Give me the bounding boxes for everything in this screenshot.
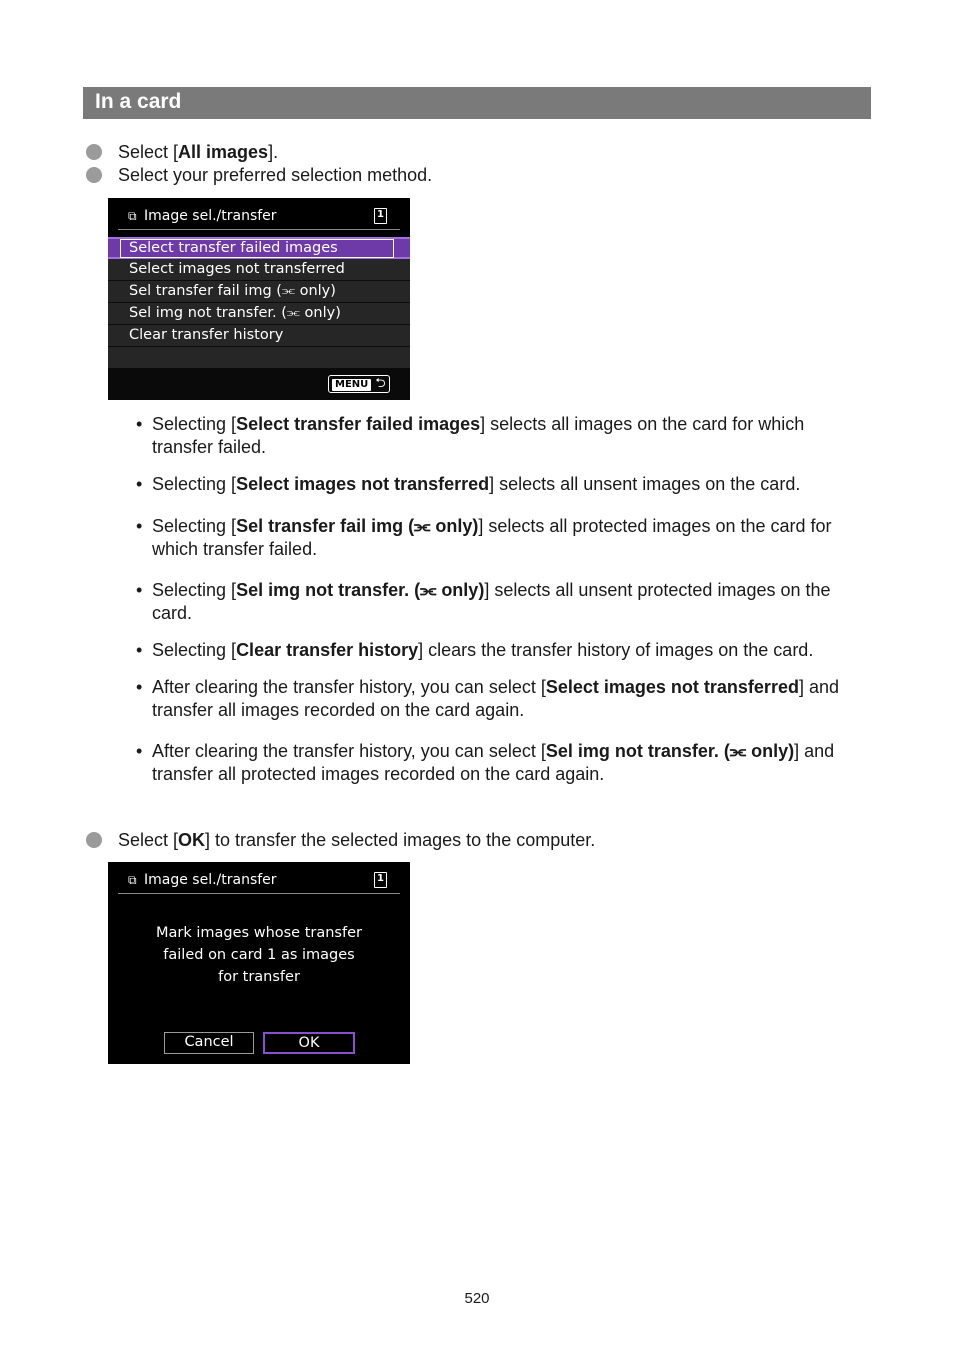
step-bullet [86,832,102,848]
protect-key-icon: ⫘ [729,741,747,761]
cancel-button[interactable]: Cancel [164,1032,254,1054]
section-header [83,87,871,119]
section-title: In a card [95,90,182,113]
selection-menu [108,237,410,369]
page-number: 520 [464,1290,490,1307]
note-item: • Selecting [Sel img not transfer. (⫘ only)] selects all unsent protected images on the card. [136,580,831,623]
screen-title: ⧉ Image sel./transfer [128,872,277,888]
divider [118,893,400,894]
bullet-dot: • [136,414,143,434]
menu-item-select-transfer-failed[interactable]: Select transfer failed images [108,237,410,259]
step-select-method: Select your preferred selection method. [118,165,433,185]
screen-footer [108,368,410,400]
step-keyword: OK [178,830,206,850]
divider [118,229,400,230]
transfer-icon: ⧉ [128,873,137,887]
bullet-dot: • [136,677,143,697]
menu-item-sel-not-transfer-protected[interactable]: Sel img not transfer. (⫘ only) [108,303,410,325]
note-item: • Selecting [Select transfer failed images] selects all images on the card for which transfer failed. [136,414,805,457]
bullet-dot: • [136,516,143,536]
card-slot-icon: 1 [374,872,387,888]
menu-item-empty [108,347,410,369]
note-item: • Selecting [Sel transfer fail img (⫘ only)] selects all protected images on the card for which transfer failed. [136,516,832,559]
bullet-dot: • [136,741,143,761]
card-slot-icon: 1 [374,208,387,224]
note-item: • Selecting [Clear transfer history] clears the transfer history of images on the card. [136,640,814,660]
protect-key-icon: ⫘ [414,516,431,536]
camera-screen-selection-menu [108,198,410,400]
transfer-icon: ⧉ [128,209,137,223]
note-item: • After clearing the transfer history, you can select [Select images not transferred] and transfer all images recorded on the card again. [136,677,839,720]
menu-item-clear-transfer-history[interactable]: Clear transfer history [108,325,410,347]
back-arrow-icon: ⮌ [375,376,386,391]
menu-item-sel-transfer-fail-protected[interactable]: Sel transfer fail img (⫘ only) [108,281,410,303]
step-bullet [86,144,102,160]
step-bullet [86,167,102,183]
confirm-message: Mark images whose transfer failed on card 1 as images for transfer [156,925,362,985]
menu-back-button[interactable]: MENU ⮌ [328,375,390,393]
menu-item-select-not-transferred[interactable]: Select images not transferred [108,259,410,281]
note-item: • Selecting [Select images not transferred] selects all unsent images on the card. [136,474,801,494]
bullet-dot: • [136,640,143,660]
note-item: • After clearing the transfer history, you can select [Sel img not transfer. (⫘ only)] and transfer all protected images recorded on the card again. [136,741,835,784]
screen-title: ⧉ Image sel./transfer [128,208,277,224]
step-select-ok: Select [OK] to transfer the selected images to the computer. [118,830,596,850]
step-keyword: All images [178,142,269,162]
bullet-dot: • [136,580,143,600]
ok-button[interactable]: OK [263,1032,355,1054]
step-select-all-images: Select [All images]. [118,142,279,162]
protect-key-icon: ⫘ [420,580,437,600]
bullet-dot: • [136,474,143,494]
camera-screen-confirm [108,862,410,1064]
